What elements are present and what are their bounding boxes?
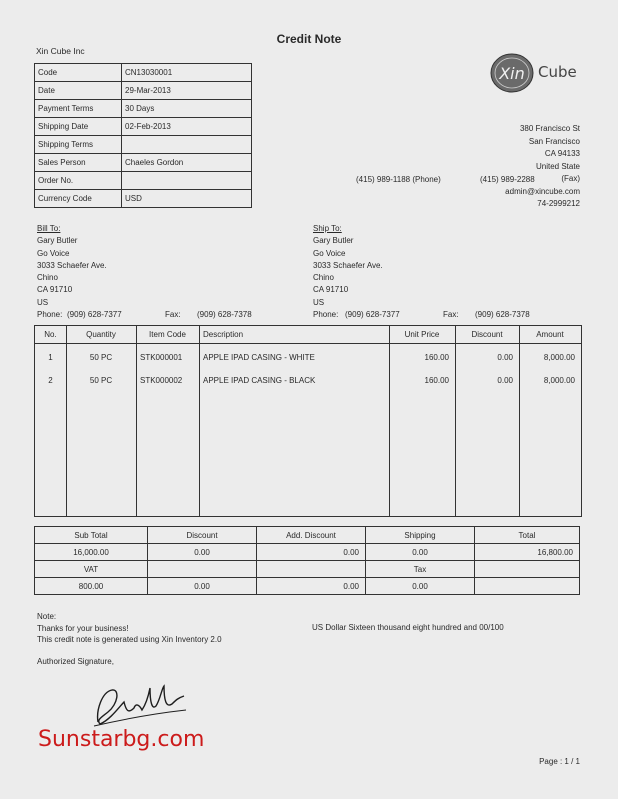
company-fax-label: (Fax) — [561, 174, 580, 183]
document-title: Credit Note — [276, 32, 342, 46]
page-number: Page : 1 / 1 — [539, 757, 580, 766]
total-value: 16,800.00 — [475, 544, 580, 561]
notes-block — [37, 611, 222, 667]
signature-image — [90, 680, 190, 730]
info-value: 30 Days — [122, 100, 252, 118]
shipping-value: 0.00 — [366, 544, 475, 561]
company-phone: (415) 989-1188 (Phone) — [356, 175, 441, 184]
discount-value: 0.00 — [148, 544, 257, 561]
info-row — [35, 172, 252, 190]
bill-to-line: Gary Butler — [37, 236, 78, 246]
document-info-table — [34, 63, 252, 208]
ship-to-line: Go Voice — [313, 248, 346, 258]
ship-to-line: US — [313, 297, 325, 307]
vat-label: VAT — [35, 561, 148, 578]
info-label: Payment Terms — [35, 100, 122, 118]
info-value: Chaeles Gordon — [122, 154, 252, 172]
info-row — [35, 82, 252, 100]
sub-total-value: 16,000.00 — [35, 544, 148, 561]
add-discount-label: Add. Discount — [257, 527, 366, 544]
discount-label: Discount — [148, 527, 257, 544]
info-label: Code — [35, 64, 122, 82]
bill-to-block — [37, 223, 297, 321]
address-line: United State — [535, 161, 580, 171]
ship-to-line: CA 91710 — [313, 285, 349, 295]
company-logo — [488, 50, 580, 96]
info-row — [35, 118, 252, 136]
vat-value: 800.00 — [35, 578, 148, 595]
header-description: Description — [203, 330, 244, 339]
header-no: No. — [44, 330, 57, 339]
item-price: 160.00 — [424, 376, 449, 385]
bill-to-line: 3033 Schaefer Ave. — [37, 260, 107, 270]
item-qty: 50 PC — [89, 376, 113, 385]
ship-to-fax: (909) 628-7378 — [475, 310, 530, 320]
add-discount-value: 0.00 — [257, 544, 366, 561]
shipping-label: Shipping — [366, 527, 475, 544]
header-item-code: Item Code — [149, 330, 186, 339]
address-line: 380 Francisco St — [519, 124, 580, 133]
totals-table — [34, 526, 580, 595]
info-row — [35, 100, 252, 118]
info-label: Shipping Date — [35, 118, 122, 136]
item-price: 160.00 — [424, 353, 449, 362]
bill-to-fax: (909) 628-7378 — [197, 310, 252, 320]
address-line: San Francisco — [528, 136, 580, 146]
ship-to-line: 3033 Schaefer Ave. — [313, 260, 383, 270]
info-value: 29-Mar-2013 — [122, 82, 252, 100]
company-reg: 74-2999212 — [537, 199, 580, 208]
bill-to-line: Go Voice — [37, 248, 70, 258]
item-code: STK000002 — [140, 376, 183, 385]
info-value — [122, 172, 252, 190]
amount-in-words: US Dollar Sixteen thousand eight hundred and 00/100 — [312, 623, 504, 632]
company-name: Xin Cube Inc — [36, 46, 85, 56]
info-label: Currency Code — [35, 190, 122, 208]
address-line: CA 94133 — [544, 149, 580, 158]
tax-value: 0.00 — [366, 578, 475, 595]
total-label: Total — [475, 527, 580, 544]
note-line: Thanks for your business! — [37, 623, 129, 633]
ship-to-line: Chino — [313, 273, 334, 283]
ship-to-block — [313, 223, 578, 321]
info-label: Shipping Terms — [35, 136, 122, 154]
line-items-table — [34, 325, 582, 517]
vat-add-discount-value: 0.00 — [257, 578, 366, 595]
bill-to-phone-label: Phone: — [37, 310, 63, 320]
header-quantity: Quantity — [86, 330, 116, 339]
company-address — [505, 123, 580, 211]
item-desc: APPLE IPAD CASING - WHITE — [203, 353, 315, 362]
ship-to-phone: (909) 628-7377 — [345, 310, 400, 320]
info-row — [35, 154, 252, 172]
item-disc: 0.00 — [497, 376, 513, 385]
bill-to-heading: Bill To: — [37, 224, 61, 233]
info-value: USD — [122, 190, 252, 208]
company-email: admin@xincube.com — [505, 186, 580, 196]
logo-mark: Xin — [499, 64, 525, 83]
item-disc: 0.00 — [497, 353, 513, 362]
ship-to-line: Gary Butler — [313, 236, 354, 246]
header-discount: Discount — [471, 330, 503, 339]
bill-to-line: US — [37, 297, 49, 307]
item-amount: 8,000.00 — [543, 353, 575, 362]
authorized-signature-label: Authorized Signature, — [37, 656, 114, 666]
ship-to-heading: Ship To: — [313, 224, 342, 233]
info-label: Date — [35, 82, 122, 100]
header-unit-price: Unit Price — [404, 330, 440, 339]
bill-to-fax-label: Fax: — [165, 310, 181, 320]
item-code: STK000001 — [140, 353, 183, 362]
info-value — [122, 136, 252, 154]
item-no: 1 — [48, 353, 53, 362]
vat-discount-value: 0.00 — [148, 578, 257, 595]
sub-total-label: Sub Total — [35, 527, 148, 544]
item-no: 2 — [48, 376, 53, 385]
note-heading: Note: — [37, 612, 57, 621]
info-value: 02-Feb-2013 — [122, 118, 252, 136]
company-fax: (415) 989-2288 — [480, 175, 535, 184]
item-qty: 50 PC — [89, 353, 113, 362]
logo-word: Cube — [538, 63, 577, 81]
bill-to-phone: (909) 628-7377 — [67, 310, 122, 320]
info-label: Order No. — [35, 172, 122, 190]
header-amount: Amount — [536, 330, 564, 339]
info-label: Sales Person — [35, 154, 122, 172]
ship-to-phone-label: Phone: — [313, 310, 339, 320]
bill-to-line: CA 91710 — [37, 285, 73, 295]
item-amount: 8,000.00 — [543, 376, 575, 385]
info-value: CN13030001 — [122, 64, 252, 82]
watermark-text: Sunstarbg.com — [38, 727, 205, 752]
info-row — [35, 64, 252, 82]
info-row — [35, 136, 252, 154]
bill-to-line: Chino — [37, 273, 58, 283]
item-desc: APPLE IPAD CASING - BLACK — [203, 376, 316, 385]
info-row — [35, 190, 252, 208]
tax-label: Tax — [366, 561, 475, 578]
ship-to-fax-label: Fax: — [443, 310, 459, 320]
note-line: This credit note is generated using Xin Inventory 2.0 — [37, 635, 222, 644]
